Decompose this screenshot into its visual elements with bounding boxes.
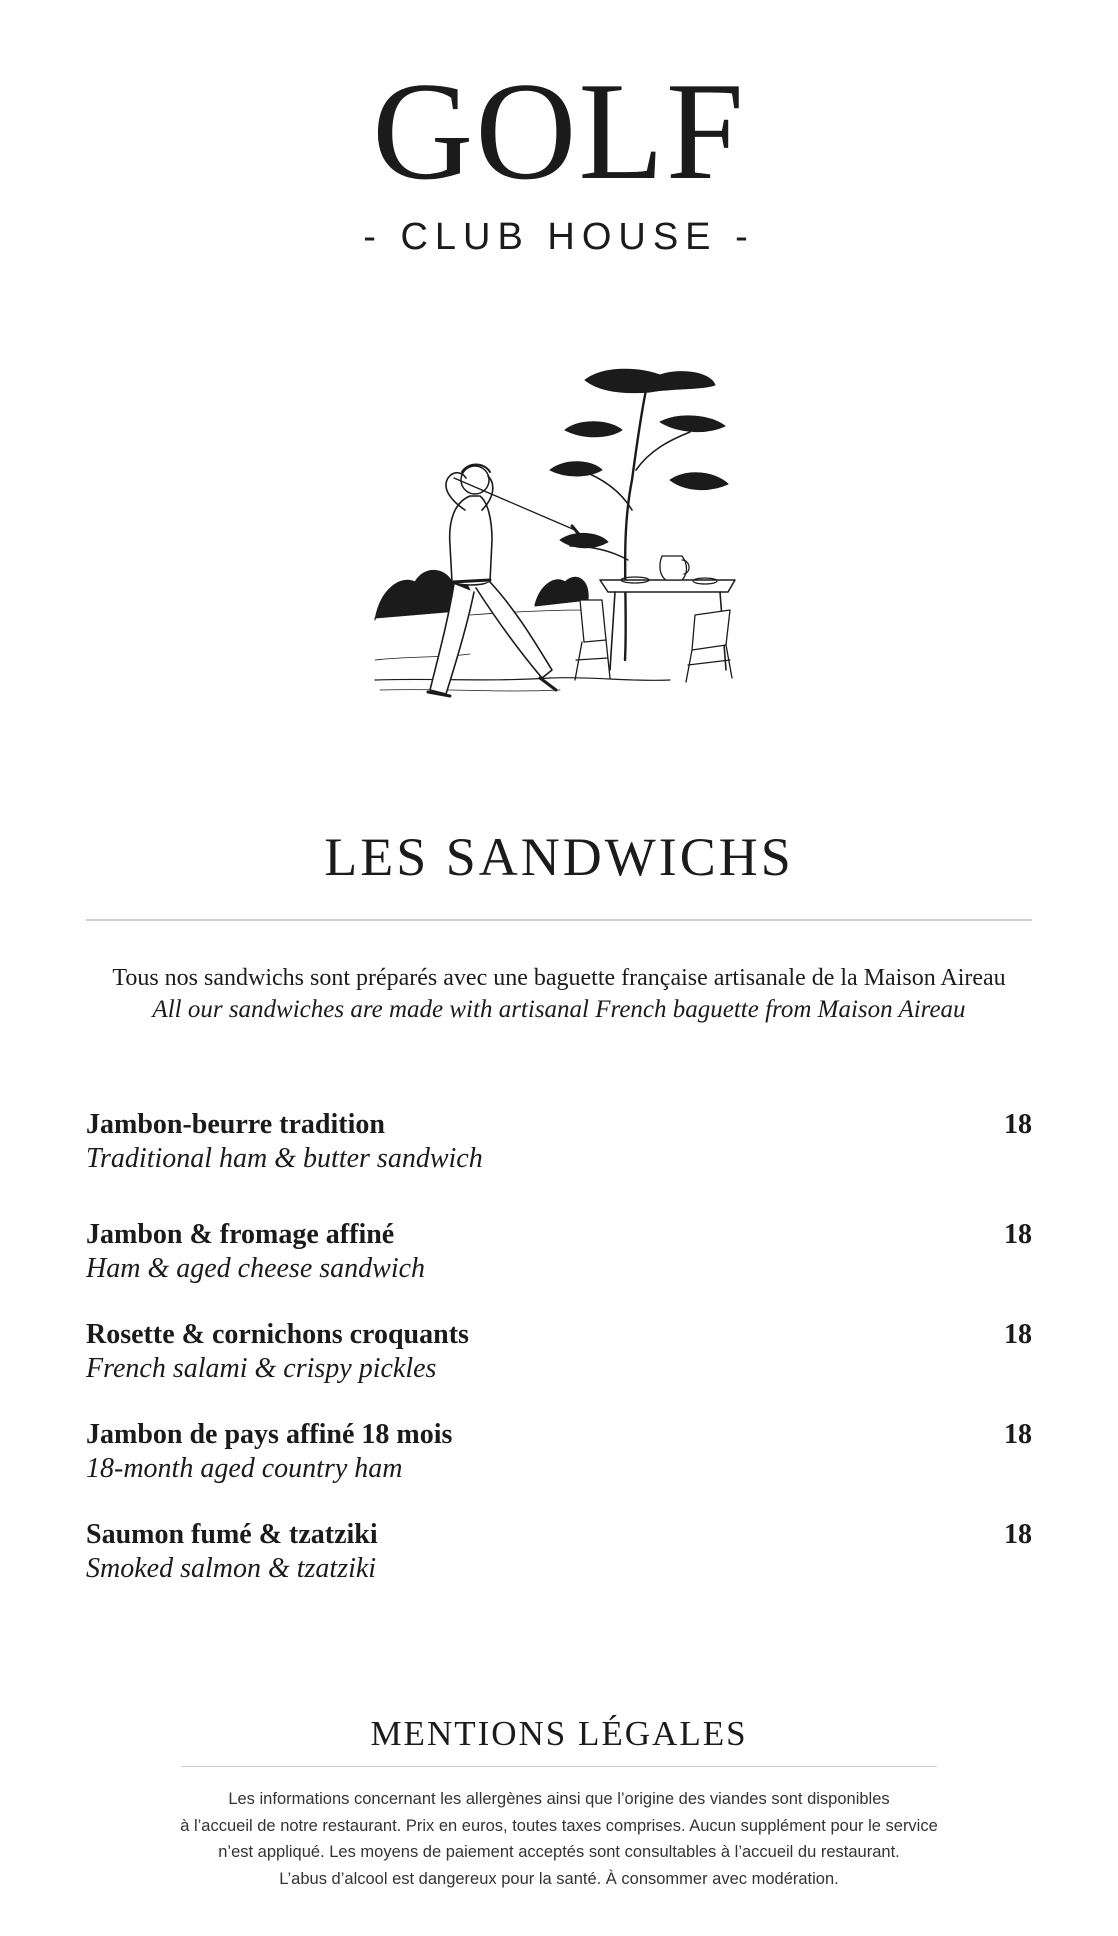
logo-title: GOLF <box>372 54 746 209</box>
section-divider <box>86 919 1032 921</box>
legal-line: à l’accueil de notre restaurant. Prix en euros, toutes taxes comprises. Aucun supplément pour le service <box>180 1816 938 1835</box>
logo-subtitle: - CLUB HOUSE - <box>363 216 755 258</box>
menu-item <box>86 1518 1032 1618</box>
golfer-tree-table-illustration <box>370 360 770 740</box>
item-description: Traditional ham & butter sandwich <box>86 1143 483 1174</box>
intro-french: Tous nos sandwichs sont préparés avec une baguette française artisanale de la Maison Aireau <box>112 965 1006 991</box>
item-description: Ham & aged cheese sandwich <box>86 1253 426 1284</box>
legal-line: n’est appliqué. Les moyens de paiement acceptés sont consultables à l’accueil du restaurant. <box>218 1843 900 1861</box>
legal-text <box>0 1786 1118 1892</box>
item-name: Saumon fumé & tzatziki <box>86 1519 378 1550</box>
item-price: 18 <box>1004 1219 1032 1250</box>
item-description: Smoked salmon & tzatziki <box>86 1553 377 1584</box>
menu-items-list <box>86 1108 1032 1618</box>
menu-item <box>86 1218 1032 1318</box>
item-name: Jambon-beurre tradition <box>86 1109 385 1140</box>
item-name: Jambon & fromage affiné <box>86 1219 395 1250</box>
item-description: French salami & crispy pickles <box>86 1353 437 1384</box>
item-price: 18 <box>1004 1109 1032 1140</box>
menu-item <box>86 1108 1032 1218</box>
intro-english: All our sandwiches are made with artisanal French baguette from Maison Aireau <box>152 996 966 1023</box>
item-name: Jambon de pays affiné 18 mois <box>86 1419 453 1450</box>
section-title: LES SANDWICHS <box>324 827 794 887</box>
item-name: Rosette & cornichons croquants <box>86 1319 469 1350</box>
item-price: 18 <box>1004 1419 1032 1450</box>
menu-item <box>86 1418 1032 1518</box>
menu-item <box>86 1318 1032 1418</box>
legal-divider <box>181 1766 937 1767</box>
item-price: 18 <box>1004 1319 1032 1350</box>
item-description: 18-month aged country ham <box>86 1453 403 1484</box>
legal-line: Les informations concernant les allergènes ainsi que l’origine des viandes sont disponibles <box>228 1790 890 1808</box>
legal-title: MENTIONS LÉGALES <box>370 1714 748 1753</box>
legal-line: L’abus d’alcool est dangereux pour la santé. À consommer avec modération. <box>279 1869 839 1888</box>
item-price: 18 <box>1004 1519 1032 1550</box>
